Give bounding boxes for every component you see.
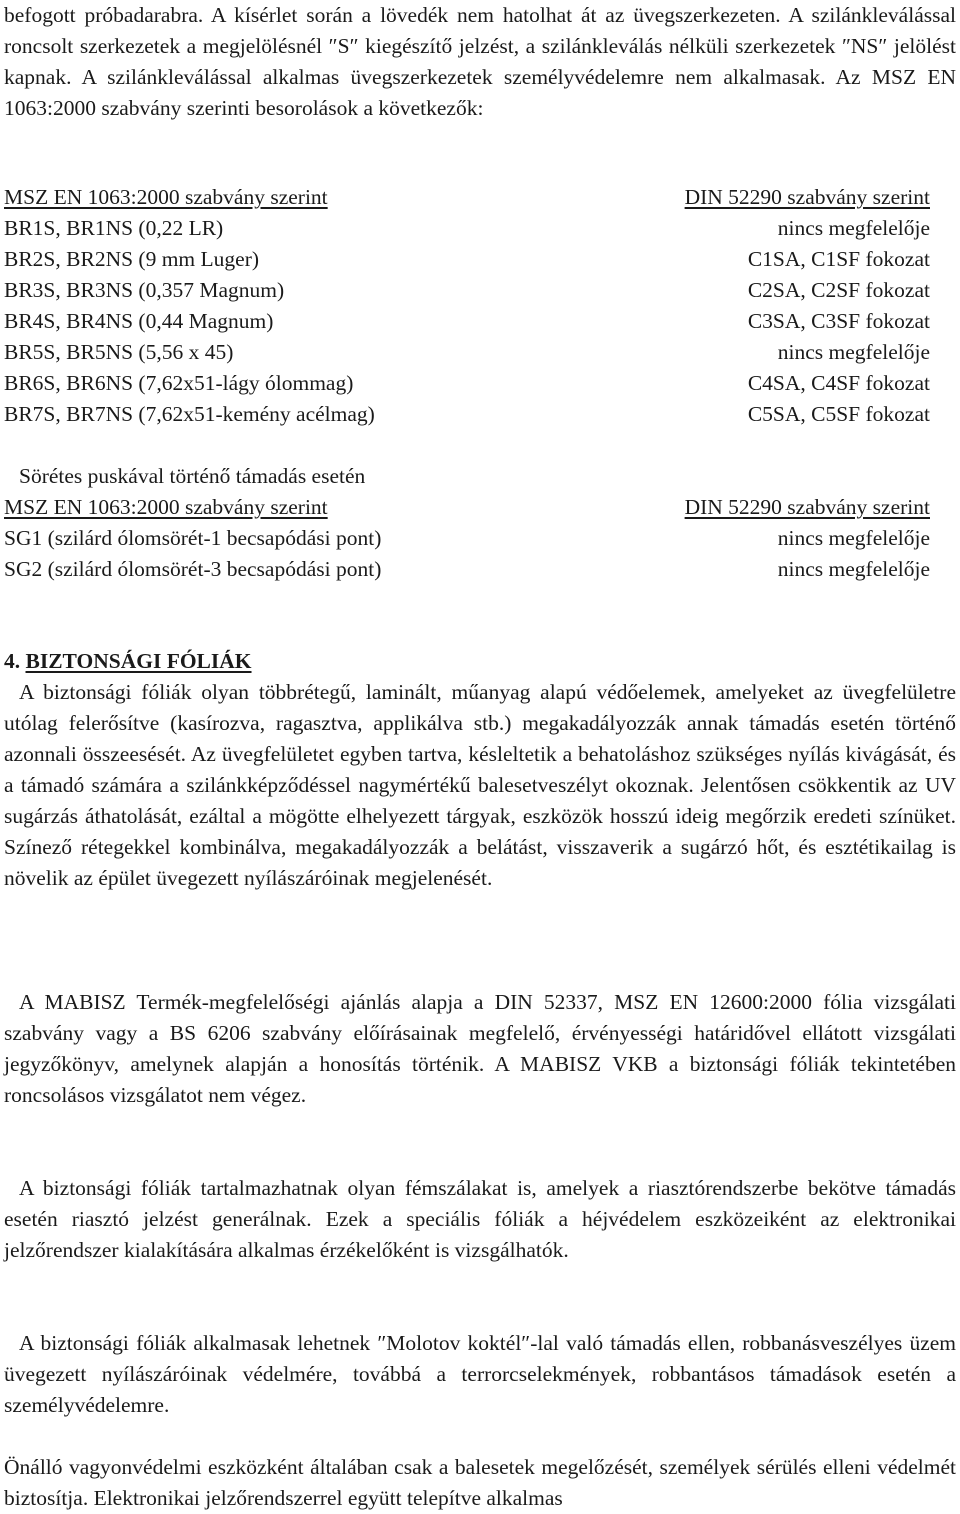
table1-cell-left: BR7S, BR7NS (7,62x51-kemény acélmag): [4, 402, 375, 426]
table1-cell-right: C3SA, C3SF fokozat: [747, 309, 930, 333]
table2-cell-right: nincs megfelelője: [777, 526, 930, 550]
paragraph-4: A biztonsági fóliák alkalmasak lehetnek ″Molotov koktél″-lal való támadás ellen, robbanásveszélyes üzem üvegezett nyílászáróinak védelmére, továbbá a terrorcselekmények, robbantásos támadások esetén a személyvédelemre.: [4, 1331, 956, 1417]
table1-header-row: [4, 182, 930, 213]
table2-header-row: [4, 492, 930, 523]
table1-header-left: MSZ EN 1063:2000 szabvány szerint: [4, 185, 328, 209]
table1-cell-left: BR6S, BR6NS (7,62x51-lágy ólommag): [4, 371, 354, 395]
table2-cell-left: SG1 (szilárd ólomsörét-1 becsapódási pont): [4, 526, 382, 550]
table2-label-row: [4, 461, 930, 492]
table1-cell-right: C4SA, C4SF fokozat: [747, 371, 930, 395]
table2-header-left: MSZ EN 1063:2000 szabvány szerint: [4, 495, 328, 519]
table1-row: [4, 275, 930, 306]
table2-row: [4, 523, 930, 554]
table1-cell-right: C5SA, C5SF fokozat: [747, 402, 930, 426]
table2-header-right: DIN 52290 szabvány szerint: [684, 495, 930, 519]
paragraph-3: A biztonsági fóliák tartalmazhatnak olyan fémszálakat is, amelyek a riasztórendszerbe bekötve támadás esetén riasztó jelzést generálnak. Ezek a speciális fóliák a héjvédelem eszközeiként az elektronikai jelzőrendszer kialakítására alkalmas érzékelőként is vizsgálhatók.: [4, 1176, 956, 1262]
table1-cell-right: C1SA, C1SF fokozat: [747, 247, 930, 271]
table1-row: [4, 337, 930, 368]
table1-cell-right: C2SA, C2SF fokozat: [747, 278, 930, 302]
table1-cell-left: BR2S, BR2NS (9 mm Luger): [4, 247, 260, 271]
section-title: BIZTONSÁGI FÓLIÁK: [25, 649, 252, 673]
table1-row: [4, 306, 930, 337]
table1-cell-right: nincs megfelelője: [777, 216, 930, 240]
section-heading: [4, 646, 252, 677]
paragraph-1: A biztonsági fóliák olyan többrétegű, laminált, műanyag alapú védőelemek, amelyeket az üvegfelületre utólag felerősítve (kasírozva, ragasztva, applikálva stb.) megakadályozzák annak támadás esetén történő azonnali összeesését. Az üvegfelületet egyben tartva, késleltetik a behatoláshoz szükséges nyílás kivágását, és a támadó számára a szilánkképződéssel nagymértékű balesetveszélyt okoznak. Jelentősen csökkentik az UV sugárzás áthatolását, ezáltal a mögötte elhelyezett tárgyak, eszközök hosszú ideig megőrzik eredeti színüket. Színező rétegekkel kombinálva, megakadályozzák a belátást, visszaverik a sugárzó hőt, és esztétikailag is növelik az épület üvegezett nyílászáróinak megjelenését.: [4, 680, 956, 890]
table1-cell-left: BR4S, BR4NS (0,44 Magnum): [4, 309, 274, 333]
table1-row: [4, 368, 930, 399]
table1-row: [4, 244, 930, 275]
table1-header-right: DIN 52290 szabvány szerint: [684, 185, 930, 209]
table1-row: [4, 399, 930, 430]
section-number: 4.: [4, 649, 21, 673]
table1-cell-left: BR5S, BR5NS (5,56 x 45): [4, 340, 234, 364]
intro-paragraph: befogott próbadarabra. A kísérlet során a lövedék nem hatolhat át az üvegszerkezeten. A szilánkleválással roncsolt szerkezetek a megjelölésnél ″S″ kiegészítő jelzést, a szilánkleválás nélküli szerkezetek ″NS″ jelölést kapnak. A szilánkleválással alkalmas üvegszerkezetek személyvédelemre nem alkalmasak. Az MSZ EN 1063:2000 szabvány szerinti besorolások a következők:: [4, 3, 956, 120]
table2-cell-right: nincs megfelelője: [777, 557, 930, 581]
table1-cell-right: nincs megfelelője: [777, 340, 930, 364]
table2-label: Sörétes puskával történő támadás esetén: [19, 464, 366, 488]
paragraph-5: Önálló vagyonvédelmi eszközként általában csak a balesetek megelőzését, személyek sérülés elleni védelmét biztosítja. Elektronikai jelzőrendszerrel együtt telepítve alkalmas: [4, 1455, 956, 1510]
table1-cell-left: BR1S, BR1NS (0,22 LR): [4, 216, 224, 240]
table1-cell-left: BR3S, BR3NS (0,357 Magnum): [4, 278, 285, 302]
table2-cell-left: SG2 (szilárd ólomsörét-3 becsapódási pont): [4, 557, 382, 581]
table2-row: [4, 554, 930, 585]
table1-row: [4, 213, 930, 244]
paragraph-2: A MABISZ Termék-megfelelőségi ajánlás alapja a DIN 52337, MSZ EN 12600:2000 fólia vizsgálati szabvány vagy a BS 6206 szabvány előírásainak megfelelő, érvényességi határidővel ellátott vizsgálati jegyzőkönyv, amelynek alapján a honosítás történik. A MABISZ VKB a biztonsági fóliák tekintetében roncsolásos vizsgálatot nem végez.: [4, 990, 956, 1107]
